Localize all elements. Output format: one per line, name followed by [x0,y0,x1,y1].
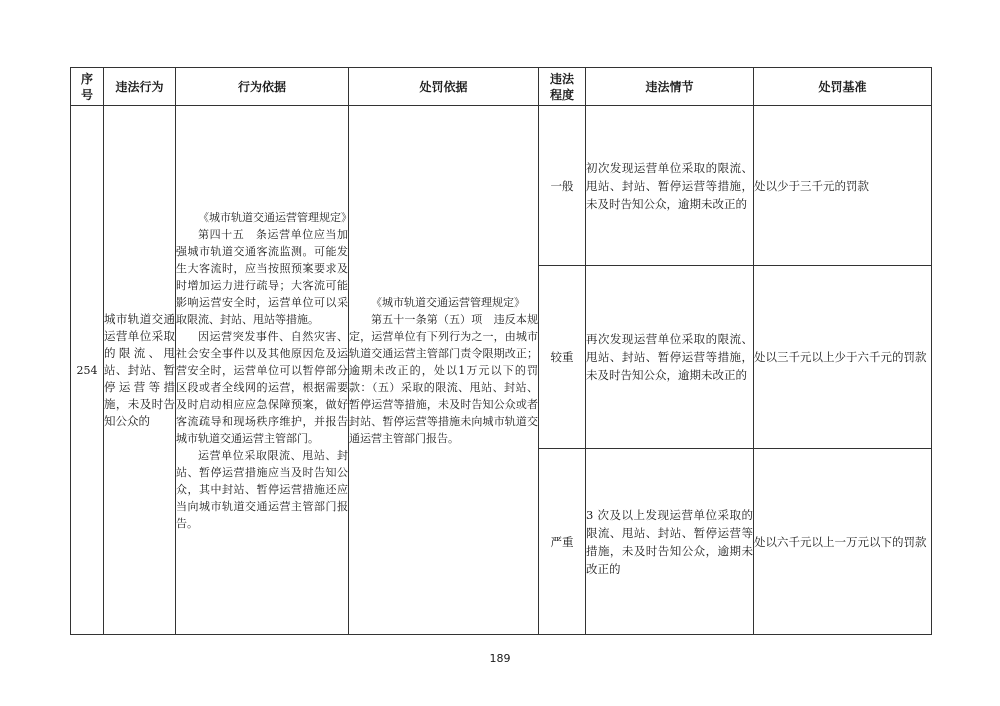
table-row [71,106,932,266]
circumstance-cell: 初次发现运营单位采取的限流、甩站、封站、暂停运营等措施，未及时告知公众，逾期未改正的 [586,106,754,266]
row-behavior: 城市轨道交通运营单位采取的限流、甩站、封站、暂停运营等措施，未及时告知公众的 [104,106,176,635]
header-basis: 行为依据 [176,68,349,106]
header-degree: 违法程度 [539,68,586,106]
header-seq: 序号 [71,68,104,106]
penalty-title: 《城市轨道交通运营管理规定》 [371,295,525,309]
header-circumstance: 违法情节 [586,68,754,106]
header-penalty-basis: 处罚依据 [349,68,539,106]
penalty-para: 第五十一条第（五）项 违反本规定，运营单位有下列行为之一，由城市轨道交通运营主管部门责令限期改正；逾期未改正的，处以1万元以下的罚款：（五）采取的限流、甩站、封站、暂停运营等措施，未及时告知公众或者封站、暂停运营等措施未向城市轨道交通运营主管部门报告。 [349,312,538,445]
degree-cell: 严重 [539,449,586,635]
row-seq: 254 [71,106,104,635]
standard-cell: 处以少于三千元的罚款 [754,106,932,266]
header-standard: 处罚基准 [754,68,932,106]
basis-para: 因运营突发事件、自然灾害、社会安全事件以及其他原因危及运营安全时，运营单位可以暂停部分区段或者全线网的运营，根据需要及时启动相应应急保障预案，做好客流疏导和现场秩序维护，并报告城市轨道交通运营主管部门。 [176,329,348,445]
basis-title: 《城市轨道交通运营管理规定》 [198,210,352,224]
basis-para: 运营单位采取限流、甩站、封站、暂停运营措施应当及时告知公众，其中封站、暂停运营措施还应当向城市轨道交通运营主管部门报告。 [176,448,348,530]
degree-cell: 较重 [539,266,586,449]
page-number: 189 [489,652,511,665]
header-behavior: 违法行为 [104,68,176,106]
row-basis [176,106,352,635]
penalty-table [70,67,932,635]
circumstance-cell: 3 次及以上发现运营单位采取的限流、甩站、封站、暂停运营等措施，未及时告知公众，逾期未改正的 [586,449,754,635]
header-row [71,68,932,106]
circumstance-cell: 再次发现运营单位采取的限流、甩站、封站、暂停运营等措施，未及时告知公众，逾期未改正的 [586,266,754,449]
degree-cell: 一般 [539,106,586,266]
standard-cell: 处以三千元以上少于六千元的罚款 [754,266,932,449]
row-penalty-basis [349,106,539,635]
basis-para: 第四十五 条运营单位应当加强城市轨道交通客流监测。可能发生大客流时，应当按照预案要求及时增加运力进行疏导；大客流可能影响运营安全时，运营单位可以采取限流、封站、甩站等措施。 [176,227,348,326]
standard-cell: 处以六千元以上一万元以下的罚款 [754,449,932,635]
